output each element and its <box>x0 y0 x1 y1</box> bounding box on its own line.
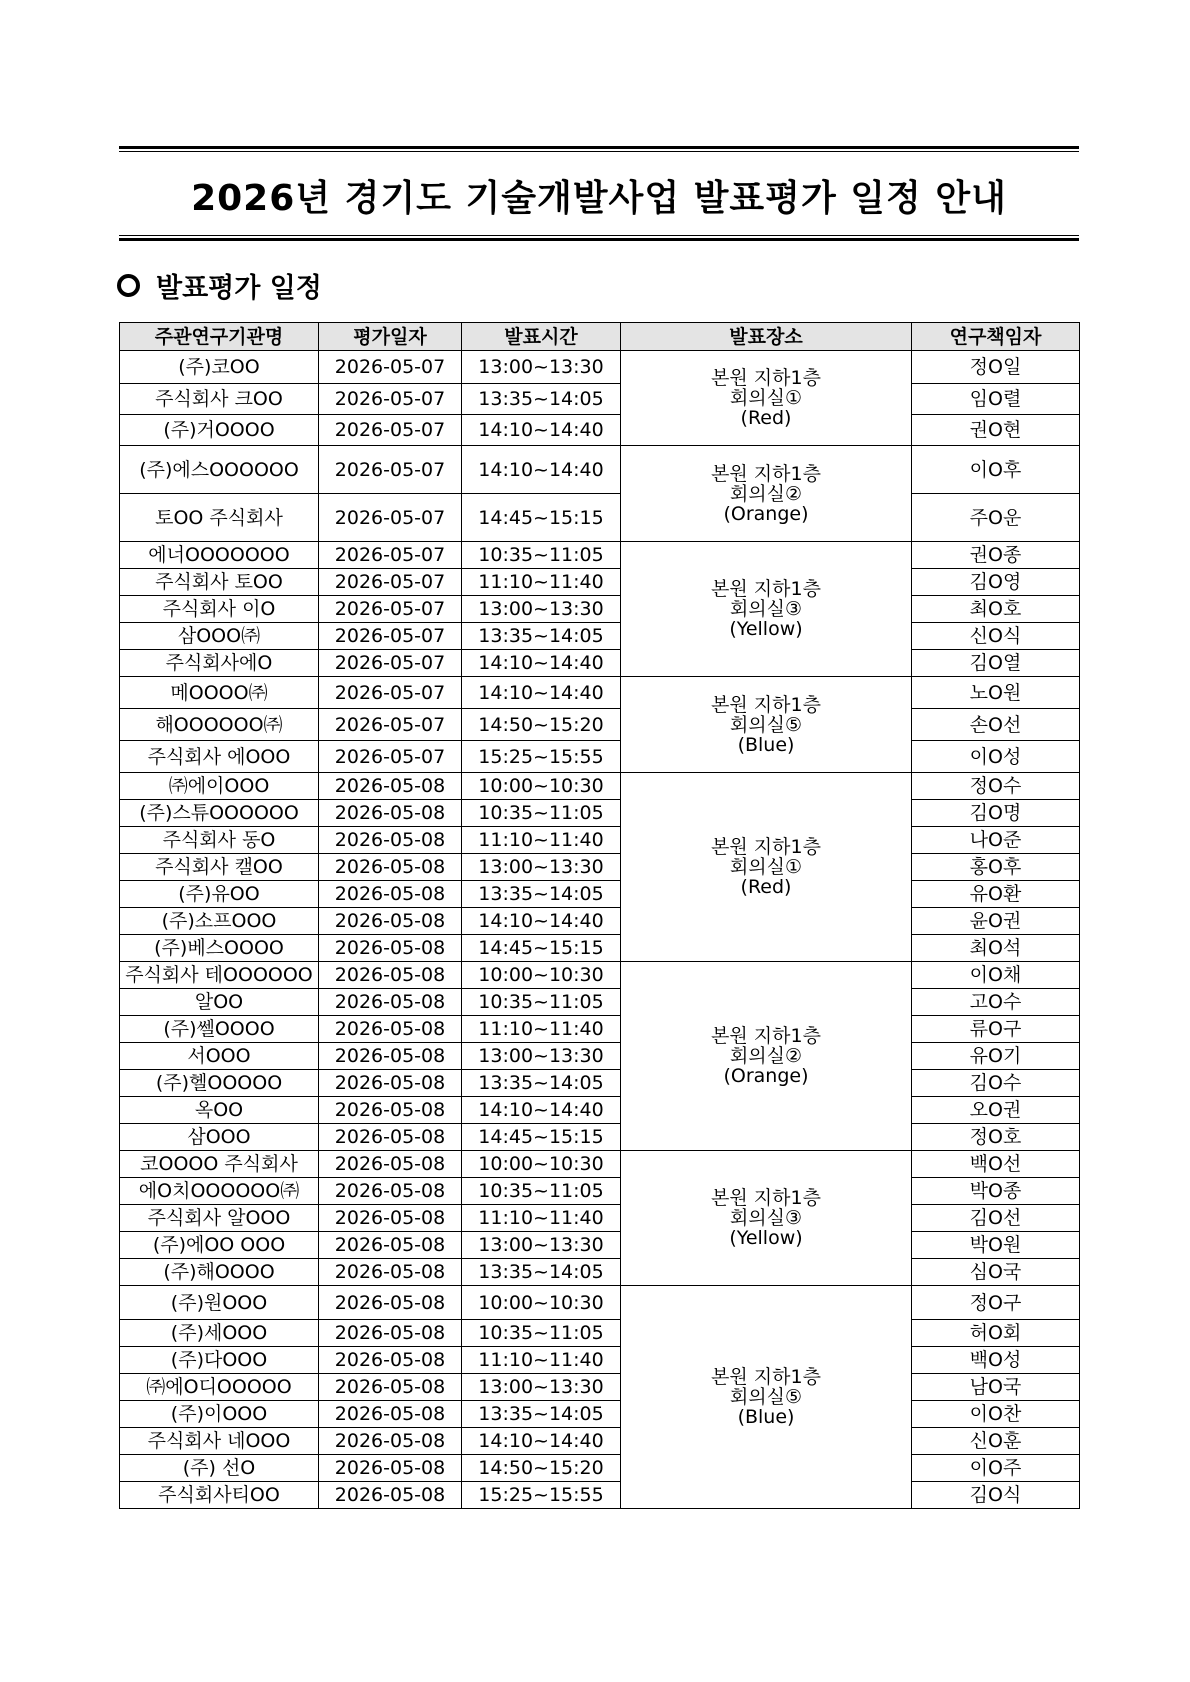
org-cell: 알OO <box>120 989 319 1016</box>
researcher-cell: 정O호 <box>912 1124 1080 1151</box>
table-row <box>120 650 1080 677</box>
researcher-cell: 최O호 <box>912 596 1080 623</box>
date-cell: 2026-05-08 <box>319 800 462 827</box>
schedule-table <box>119 322 1080 1509</box>
date-cell: 2026-05-07 <box>319 741 462 773</box>
venue-line: 회의실③ <box>729 1207 803 1229</box>
table-row <box>120 1124 1080 1151</box>
researcher-cell: 김O수 <box>912 1070 1080 1097</box>
date-cell: 2026-05-08 <box>319 1455 462 1482</box>
time-cell: 14:10~14:40 <box>462 908 621 935</box>
venue-line: 본원 지하1층 <box>711 1025 821 1047</box>
time-cell: 10:00~10:30 <box>462 773 621 800</box>
venue-cell <box>621 446 912 542</box>
researcher-cell: 손O선 <box>912 709 1080 741</box>
org-cell: 메OOOO㈜ <box>120 677 319 709</box>
researcher-cell: 임O렬 <box>912 384 1080 415</box>
org-cell: 주식회사 토OO <box>120 569 319 596</box>
time-cell: 11:10~11:40 <box>462 1347 621 1374</box>
table-row <box>120 1097 1080 1124</box>
date-cell: 2026-05-07 <box>319 415 462 446</box>
time-cell: 13:35~14:05 <box>462 623 621 650</box>
researcher-cell: 김O선 <box>912 1205 1080 1232</box>
header-time: 발표시간 <box>462 323 621 351</box>
org-cell: (주)에OO OOO <box>120 1232 319 1259</box>
table-row <box>120 827 1080 854</box>
venue-cell <box>621 351 912 446</box>
researcher-cell: 윤O권 <box>912 908 1080 935</box>
table-row <box>120 881 1080 908</box>
date-cell: 2026-05-08 <box>319 881 462 908</box>
researcher-cell: 허O회 <box>912 1320 1080 1347</box>
table-row <box>120 989 1080 1016</box>
time-cell: 14:45~15:15 <box>462 935 621 962</box>
researcher-cell: 김O명 <box>912 800 1080 827</box>
table-row <box>120 1482 1080 1509</box>
date-cell: 2026-05-07 <box>319 623 462 650</box>
table-row <box>120 569 1080 596</box>
time-cell: 14:10~14:40 <box>462 446 621 494</box>
time-cell: 14:10~14:40 <box>462 1097 621 1124</box>
researcher-cell: 박O종 <box>912 1178 1080 1205</box>
researcher-cell: 정O구 <box>912 1286 1080 1320</box>
venue-line: 본원 지하1층 <box>711 693 821 716</box>
table-row <box>120 623 1080 650</box>
time-cell: 13:35~14:05 <box>462 881 621 908</box>
date-cell: 2026-05-08 <box>319 935 462 962</box>
time-cell: 14:50~15:20 <box>462 709 621 741</box>
table-row <box>120 709 1080 741</box>
time-cell: 14:50~15:20 <box>462 1455 621 1482</box>
date-cell: 2026-05-08 <box>319 1124 462 1151</box>
table-row <box>120 935 1080 962</box>
org-cell: (주)소프OOO <box>120 908 319 935</box>
table-row <box>120 1286 1080 1320</box>
table-row <box>120 1043 1080 1070</box>
date-cell: 2026-05-08 <box>319 827 462 854</box>
date-cell: 2026-05-08 <box>319 1205 462 1232</box>
venue-line: 회의실① <box>729 387 803 409</box>
table-row <box>120 1151 1080 1178</box>
table-row <box>120 494 1080 542</box>
date-cell: 2026-05-08 <box>319 1043 462 1070</box>
researcher-cell: 류O구 <box>912 1016 1080 1043</box>
date-cell: 2026-05-07 <box>319 446 462 494</box>
researcher-cell: 심O국 <box>912 1259 1080 1286</box>
org-cell: 삼OOO㈜ <box>120 623 319 650</box>
org-cell: 주식회사 이O <box>120 596 319 623</box>
venue-line: (Blue) <box>737 1406 795 1428</box>
page-title: 2026년 경기도 기술개발사업 발표평가 일정 안내 <box>191 178 1007 219</box>
time-cell: 10:35~11:05 <box>462 989 621 1016</box>
table-row <box>120 1070 1080 1097</box>
table-row <box>120 677 1080 709</box>
researcher-cell: 신O훈 <box>912 1428 1080 1455</box>
researcher-cell: 이O성 <box>912 741 1080 773</box>
circle-bullet-icon <box>117 274 140 297</box>
date-cell: 2026-05-07 <box>319 677 462 709</box>
time-cell: 13:35~14:05 <box>462 1401 621 1428</box>
venue-line: (Yellow) <box>729 618 803 640</box>
table-row <box>120 1374 1080 1401</box>
table-row <box>120 741 1080 773</box>
date-cell: 2026-05-08 <box>319 854 462 881</box>
researcher-cell: 남O국 <box>912 1374 1080 1401</box>
org-cell: 주식회사 캘OO <box>120 854 319 881</box>
table-row <box>120 1232 1080 1259</box>
org-cell: 해OOOOOO㈜ <box>120 709 319 741</box>
researcher-cell: 권O종 <box>912 542 1080 569</box>
time-cell: 11:10~11:40 <box>462 1016 621 1043</box>
researcher-cell: 이O후 <box>912 446 1080 494</box>
table-row <box>120 773 1080 800</box>
date-cell: 2026-05-08 <box>319 773 462 800</box>
date-cell: 2026-05-08 <box>319 1232 462 1259</box>
researcher-cell: 김O영 <box>912 569 1080 596</box>
date-cell: 2026-05-08 <box>319 1401 462 1428</box>
venue-line: 본원 지하1층 <box>711 367 821 389</box>
org-cell: ㈜에O디OOOOO <box>120 1374 319 1401</box>
venue-line: (Blue) <box>737 733 795 756</box>
table-row <box>120 1428 1080 1455</box>
time-cell: 13:00~13:30 <box>462 1043 621 1070</box>
org-cell: 주식회사에O <box>120 650 319 677</box>
org-cell: (주)원OOO <box>120 1286 319 1320</box>
section-heading-text: 발표평가 일정 <box>156 273 322 304</box>
org-cell: 주식회사 테OOOOOO <box>120 962 319 989</box>
table-row <box>120 854 1080 881</box>
date-cell: 2026-05-08 <box>319 962 462 989</box>
venue-line: 회의실① <box>729 856 803 878</box>
venue-cell <box>621 542 912 677</box>
researcher-cell: 이O찬 <box>912 1401 1080 1428</box>
date-cell: 2026-05-07 <box>319 351 462 384</box>
time-cell: 10:00~10:30 <box>462 1286 621 1320</box>
date-cell: 2026-05-08 <box>319 1259 462 1286</box>
org-cell: 토OO 주식회사 <box>120 494 319 542</box>
table-row <box>120 1259 1080 1286</box>
venue-line: (Yellow) <box>729 1227 803 1249</box>
time-cell: 15:25~15:55 <box>462 1482 621 1509</box>
researcher-cell: 백O선 <box>912 1151 1080 1178</box>
table-row <box>120 1178 1080 1205</box>
date-cell: 2026-05-07 <box>319 709 462 741</box>
researcher-cell: 홍O후 <box>912 854 1080 881</box>
table-row <box>120 1016 1080 1043</box>
venue-line: (Orange) <box>723 502 809 525</box>
time-cell: 14:10~14:40 <box>462 677 621 709</box>
time-cell: 10:35~11:05 <box>462 1320 621 1347</box>
org-cell: 주식회사티OO <box>120 1482 319 1509</box>
venue-line: 본원 지하1층 <box>711 462 821 485</box>
table-body <box>120 351 1080 1509</box>
researcher-cell: 나O준 <box>912 827 1080 854</box>
table-row <box>120 1347 1080 1374</box>
date-cell: 2026-05-08 <box>319 1286 462 1320</box>
date-cell: 2026-05-08 <box>319 1347 462 1374</box>
date-cell: 2026-05-07 <box>319 596 462 623</box>
date-cell: 2026-05-08 <box>319 1070 462 1097</box>
org-cell: 주식회사 에OOO <box>120 741 319 773</box>
date-cell: 2026-05-08 <box>319 1374 462 1401</box>
time-cell: 11:10~11:40 <box>462 827 621 854</box>
title-bottom-rule <box>119 235 1079 241</box>
table-row <box>120 1320 1080 1347</box>
date-cell: 2026-05-08 <box>319 1016 462 1043</box>
org-cell: (주)유OO <box>120 881 319 908</box>
date-cell: 2026-05-08 <box>319 1097 462 1124</box>
time-cell: 15:25~15:55 <box>462 741 621 773</box>
venue-line: 회의실③ <box>729 598 803 620</box>
time-cell: 13:00~13:30 <box>462 1374 621 1401</box>
venue-line: 회의실② <box>729 1045 803 1067</box>
time-cell: 14:45~15:15 <box>462 1124 621 1151</box>
time-cell: 13:00~13:30 <box>462 351 621 384</box>
table-row <box>120 800 1080 827</box>
date-cell: 2026-05-07 <box>319 384 462 415</box>
researcher-cell: 백O성 <box>912 1347 1080 1374</box>
time-cell: 14:45~15:15 <box>462 494 621 542</box>
date-cell: 2026-05-07 <box>319 542 462 569</box>
table-row <box>120 1401 1080 1428</box>
header-org: 주관연구기관명 <box>120 323 319 351</box>
researcher-cell: 주O운 <box>912 494 1080 542</box>
org-cell: 주식회사 알OOO <box>120 1205 319 1232</box>
time-cell: 14:10~14:40 <box>462 415 621 446</box>
venue-line: (Orange) <box>723 1065 809 1087</box>
time-cell: 11:10~11:40 <box>462 1205 621 1232</box>
venue-line: 본원 지하1층 <box>711 1366 821 1388</box>
table-row <box>120 351 1080 384</box>
researcher-cell: 유O기 <box>912 1043 1080 1070</box>
time-cell: 10:00~10:30 <box>462 1151 621 1178</box>
time-cell: 10:35~11:05 <box>462 542 621 569</box>
researcher-cell: 정O일 <box>912 351 1080 384</box>
org-cell: (주)다OOO <box>120 1347 319 1374</box>
org-cell: 코OOOO 주식회사 <box>120 1151 319 1178</box>
org-cell: 서OOO <box>120 1043 319 1070</box>
researcher-cell: 박O원 <box>912 1232 1080 1259</box>
time-cell: 11:10~11:40 <box>462 569 621 596</box>
venue-line: 회의실⑤ <box>729 713 803 736</box>
header-researcher: 연구책임자 <box>912 323 1080 351</box>
venue-line: (Red) <box>740 876 792 898</box>
time-cell: 13:35~14:05 <box>462 384 621 415</box>
org-cell: (주)베스OOOO <box>120 935 319 962</box>
table-row <box>120 384 1080 415</box>
venue-cell <box>621 1151 912 1286</box>
researcher-cell: 최O석 <box>912 935 1080 962</box>
time-cell: 10:35~11:05 <box>462 1178 621 1205</box>
title-box <box>119 146 1079 241</box>
venue-line: (Red) <box>740 407 792 429</box>
time-cell: 13:35~14:05 <box>462 1070 621 1097</box>
time-cell: 13:35~14:05 <box>462 1259 621 1286</box>
researcher-cell: 유O환 <box>912 881 1080 908</box>
org-cell: 에너OOOOOOO <box>120 542 319 569</box>
section-heading <box>117 266 322 305</box>
time-cell: 13:00~13:30 <box>462 596 621 623</box>
time-cell: 13:00~13:30 <box>462 854 621 881</box>
venue-cell <box>621 677 912 773</box>
date-cell: 2026-05-08 <box>319 908 462 935</box>
table-row <box>120 415 1080 446</box>
date-cell: 2026-05-07 <box>319 569 462 596</box>
date-cell: 2026-05-07 <box>319 650 462 677</box>
venue-cell <box>621 773 912 962</box>
org-cell: 주식회사 크OO <box>120 384 319 415</box>
researcher-cell: 신O식 <box>912 623 1080 650</box>
org-cell: (주)이OOO <box>120 1401 319 1428</box>
time-cell: 10:35~11:05 <box>462 800 621 827</box>
org-cell: 주식회사 동O <box>120 827 319 854</box>
org-cell: (주)거OOOO <box>120 415 319 446</box>
time-cell: 10:00~10:30 <box>462 962 621 989</box>
org-cell: 에O치OOOOOO㈜ <box>120 1178 319 1205</box>
org-cell: (주) 선O <box>120 1455 319 1482</box>
date-cell: 2026-05-07 <box>319 494 462 542</box>
date-cell: 2026-05-08 <box>319 1151 462 1178</box>
org-cell: (주)스튜OOOOOO <box>120 800 319 827</box>
header-date: 평가일자 <box>319 323 462 351</box>
time-cell: 13:00~13:30 <box>462 1232 621 1259</box>
org-cell: (주)에스OOOOOO <box>120 446 319 494</box>
researcher-cell: 이O채 <box>912 962 1080 989</box>
org-cell: (주)쎌OOOO <box>120 1016 319 1043</box>
date-cell: 2026-05-08 <box>319 1428 462 1455</box>
org-cell: (주)코OO <box>120 351 319 384</box>
header-venue: 발표장소 <box>621 323 912 351</box>
researcher-cell: 고O수 <box>912 989 1080 1016</box>
date-cell: 2026-05-08 <box>319 1482 462 1509</box>
venue-line: 회의실⑤ <box>729 1386 803 1408</box>
table-row <box>120 1455 1080 1482</box>
org-cell: 옥OO <box>120 1097 319 1124</box>
org-cell: ㈜에이OOO <box>120 773 319 800</box>
org-cell: 주식회사 네OOO <box>120 1428 319 1455</box>
researcher-cell: 노O원 <box>912 677 1080 709</box>
date-cell: 2026-05-08 <box>319 1178 462 1205</box>
org-cell: 삼OOO <box>120 1124 319 1151</box>
researcher-cell: 오O권 <box>912 1097 1080 1124</box>
time-cell: 14:10~14:40 <box>462 1428 621 1455</box>
researcher-cell: 권O현 <box>912 415 1080 446</box>
org-cell: (주)세OOO <box>120 1320 319 1347</box>
table-header-row <box>120 323 1080 351</box>
table-row <box>120 446 1080 494</box>
org-cell: (주)헬OOOOO <box>120 1070 319 1097</box>
researcher-cell: 김O식 <box>912 1482 1080 1509</box>
table-row <box>120 962 1080 989</box>
researcher-cell: 이O주 <box>912 1455 1080 1482</box>
venue-line: 회의실② <box>729 482 803 505</box>
date-cell: 2026-05-08 <box>319 1320 462 1347</box>
table-row <box>120 542 1080 569</box>
table-row <box>120 908 1080 935</box>
venue-line: 본원 지하1층 <box>711 836 821 858</box>
table-row <box>120 596 1080 623</box>
org-cell: (주)해OOOO <box>120 1259 319 1286</box>
table-row <box>120 1205 1080 1232</box>
venue-line: 본원 지하1층 <box>711 1187 821 1209</box>
researcher-cell: 정O수 <box>912 773 1080 800</box>
date-cell: 2026-05-08 <box>319 989 462 1016</box>
time-cell: 14:10~14:40 <box>462 650 621 677</box>
venue-line: 본원 지하1층 <box>711 578 821 600</box>
venue-cell <box>621 1286 912 1509</box>
researcher-cell: 김O열 <box>912 650 1080 677</box>
venue-cell <box>621 962 912 1151</box>
